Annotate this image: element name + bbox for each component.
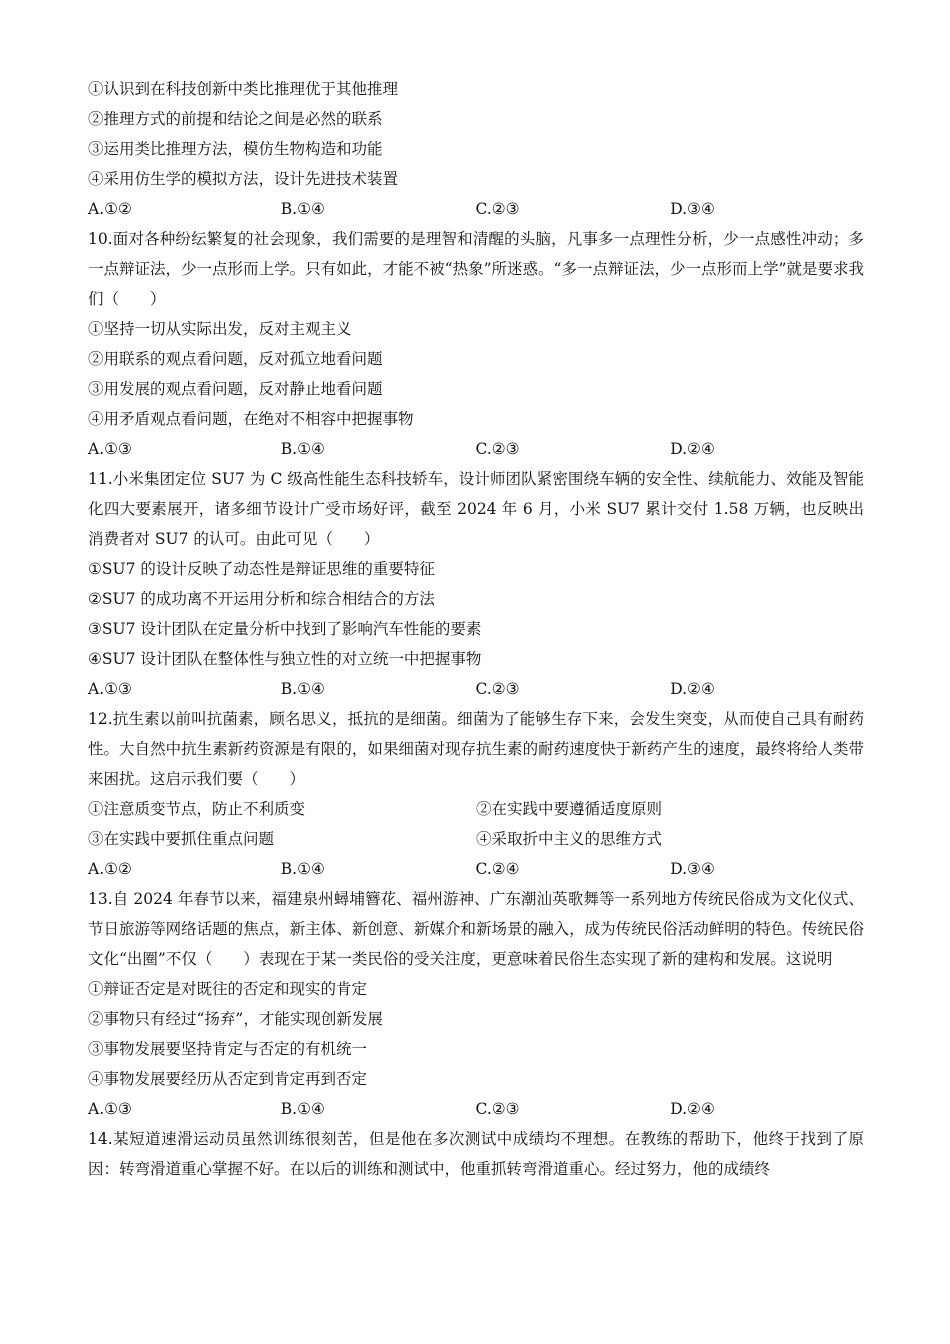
question-stem: 10.面对各种纷纭繁复的社会现象，我们需要的是理智和清醒的头脑，凡事多一点理性分析，少一点感性冲动；多一点辩证法，少一点形而上学。只有如此，才能不被“热象”所迷惑。“多一点辩证法，少一点形而上学”就是要求我们（ ） — [88, 230, 864, 308]
option-row — [88, 824, 864, 854]
option-line: ③事物发展要坚持肯定与否定的有机统一 — [88, 1040, 368, 1058]
question-stem: 13.自 2024 年春节以来，福建泉州蟳埔簪花、福州游神、广东潮汕英歌舞等一系列地方传统民俗成为文化仪式、节日旅游等网络话题的焦点，新主体、新创意、新媒介和新场景的融入，成为传统民俗活动鲜明的特色。传统民俗文化“出圈”不仅（ ）表现在于某一类民俗的受关注度，更意味着民俗生态实现了新的建构和发展。这说明 — [88, 890, 864, 968]
choice-b: B.①④ — [280, 860, 325, 878]
choice-a: A.①③ — [88, 680, 132, 698]
choice-d: D.②④ — [670, 1100, 715, 1118]
choice-d: D.③④ — [670, 860, 715, 878]
question-stem: 11.小米集团定位 SU7 为 C 级高性能生态科技轿车，设计师团队紧密围绕车辆的安全性、续航能力、效能及智能化四大要素展开，诸多细节设计广受市场好评，截至 2024 年 6 月，小米 SU7 累计交付 1.58 万辆，也反映出消费者对 SU7 的认可。由此可见（ ） — [88, 470, 864, 548]
option-line: ②用联系的观点看问题，反对孤立地看问题 — [88, 350, 383, 368]
option-line: ③用发展的观点看问题，反对静止地看问题 — [88, 380, 383, 398]
option-line: ③在实践中要抓住重点问题 — [88, 830, 275, 848]
question-12 — [88, 704, 864, 884]
choice-d: D.②④ — [670, 680, 715, 698]
option-line: ④采用仿生学的模拟方法，设计先进技术装置 — [88, 170, 399, 188]
option-line: ①注意质变节点，防止不利质变 — [88, 800, 306, 818]
option-line: ②SU7 的成功离不开运用分析和综合相结合的方法 — [88, 590, 435, 608]
option-line: ④采取折中主义的思维方式 — [476, 830, 663, 848]
question-9 — [88, 74, 864, 224]
exam-page — [88, 74, 864, 1184]
answer-choices — [88, 1094, 864, 1124]
choice-b: B.①④ — [280, 440, 325, 458]
question-stem: 12.抗生素以前叫抗菌素，顾名思义，抵抗的是细菌。细菌为了能够生存下来，会发生突变，从而使自己具有耐药性。大自然中抗生素新药资源是有限的，如果细菌对现存抗生素的耐药速度快于新药产生的速度，最终将给人类带来困扰。这启示我们要（ ） — [88, 710, 864, 788]
choice-a: A.①③ — [88, 1100, 132, 1118]
choice-c: C.②③ — [475, 680, 520, 698]
question-11 — [88, 464, 864, 704]
option-line: ④事物发展要经历从否定到肯定再到否定 — [88, 1070, 368, 1088]
choice-b: B.①④ — [280, 200, 325, 218]
option-line: ④SU7 设计团队在整体性与独立性的对立统一中把握事物 — [88, 650, 482, 668]
choice-a: A.①② — [88, 860, 132, 878]
option-line: ③运用类比推理方法，模仿生物构造和功能 — [88, 140, 383, 158]
option-line: ②推理方式的前提和结论之间是必然的联系 — [88, 110, 383, 128]
answer-choices — [88, 674, 864, 704]
option-line: ②在实践中要遵循适度原则 — [476, 800, 663, 818]
option-line: ③SU7 设计团队在定量分析中找到了影响汽车性能的要素 — [88, 620, 482, 638]
option-line: ①SU7 的设计反映了动态性是辩证思维的重要特征 — [88, 560, 435, 578]
question-14 — [88, 1124, 864, 1184]
choice-a: A.①② — [88, 200, 132, 218]
choice-c: C.②③ — [475, 200, 520, 218]
question-13 — [88, 884, 864, 1124]
choice-c: C.②④ — [475, 860, 520, 878]
answer-choices — [88, 194, 864, 224]
question-stem: 14.某短道速滑运动员虽然训练很刻苦，但是他在多次测试中成绩均不理想。在教练的帮助下，他终于找到了原因：转弯滑道重心掌握不好。在以后的训练和测试中，他重抓转弯滑道重心。经过努力，他的成绩终 — [88, 1130, 864, 1178]
option-row — [88, 794, 864, 824]
choice-c: C.②③ — [475, 440, 520, 458]
option-line: ①认识到在科技创新中类比推理优于其他推理 — [88, 80, 399, 98]
choice-b: B.①④ — [280, 680, 325, 698]
option-line: ②事物只有经过“扬弃”，才能实现创新发展 — [88, 1010, 383, 1028]
answer-choices — [88, 854, 864, 884]
choice-d: D.②④ — [670, 440, 715, 458]
option-line: ④用矛盾观点看问题，在绝对不相容中把握事物 — [88, 410, 414, 428]
choice-b: B.①④ — [280, 1100, 325, 1118]
option-line: ①辩证否定是对既往的否定和现实的肯定 — [88, 980, 368, 998]
option-line: ①坚持一切从实际出发，反对主观主义 — [88, 320, 352, 338]
question-10 — [88, 224, 864, 464]
choice-a: A.①③ — [88, 440, 132, 458]
choice-c: C.②③ — [475, 1100, 520, 1118]
choice-d: D.③④ — [670, 200, 715, 218]
answer-choices — [88, 434, 864, 464]
